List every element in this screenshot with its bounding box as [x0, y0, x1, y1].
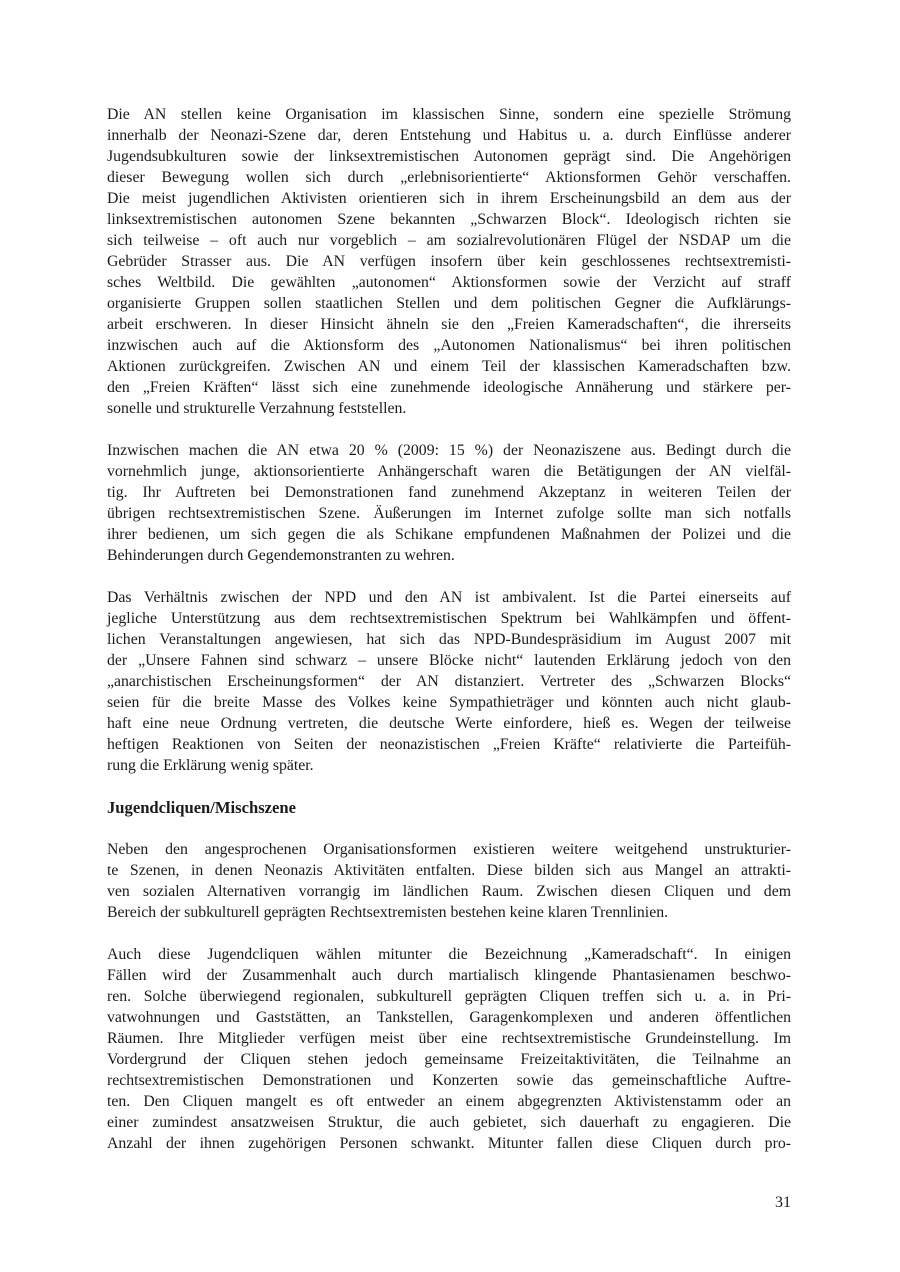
- paragraph: [107, 839, 791, 923]
- text-line: einer zumindest ansatzweisen Struktur, die auch gebietet, sich dauerhaft zu engagieren. Die: [107, 1114, 791, 1131]
- text-line: ihrer bedienen, um sich gegen die als Schikane empfundenen Maßnahmen der Polizei und die: [107, 526, 791, 543]
- text-line: Die AN stellen keine Organisation im klassischen Sinne, sondern eine spezielle Strömung: [107, 106, 791, 123]
- text-line: rechtsextremistischen Demonstrationen und Konzerten sowie das gemeinschaftliche Auftre-: [107, 1072, 791, 1089]
- text-block: [107, 104, 791, 1175]
- text-line: Die meist jugendlichen Aktivisten orientieren sich in ihrem Erscheinungsbild an dem aus der: [107, 190, 791, 207]
- text-line: Vordergrund der Cliquen stehen jedoch gemeinsame Freizeitaktivitäten, die Teilnahme an: [107, 1051, 791, 1068]
- text-line: den „Freien Kräften“ lässt sich eine zunehmende ideologische Annäherung und stärkere per-: [107, 379, 791, 396]
- text-line: innerhalb der Neonazi-Szene dar, deren Entstehung und Habitus u. a. durch Einflüsse anderer: [107, 127, 791, 144]
- text-line: ren. Solche überwiegend regionalen, subkulturell geprägten Cliquen treffen sich u. a. in Pri-: [107, 988, 791, 1005]
- text-line: Behinderungen durch Gegendemonstranten zu wehren.: [107, 547, 455, 564]
- text-line: übrigen rechtsextremistischen Szene. Äußerungen im Internet zufolge sollte man sich notfalls: [107, 505, 791, 522]
- text-line: sich teilweise – oft auch nur vorgeblich – am sozialrevolutionären Flügel der NSDAP um die: [107, 232, 791, 249]
- text-line: te Szenen, in denen Neonazis Aktivitäten entfalten. Diese bilden sich aus Mangel an attrakti-: [107, 862, 791, 879]
- text-line: rung die Erklärung wenig später.: [107, 757, 314, 774]
- text-line: ven sozialen Alternativen vorrangig im ländlichen Raum. Zwischen diesen Cliquen und dem: [107, 883, 791, 900]
- text-line: der „Unsere Fahnen sind schwarz – unsere Blöcke nicht“ lautenden Erklärung jedoch von den: [107, 652, 791, 669]
- text-line: Anzahl der ihnen zugehörigen Personen schwankt. Mitunter fallen diese Cliquen durch pro-: [107, 1135, 791, 1152]
- text-line: Inzwischen machen die AN etwa 20 % (2009: 15 %) der Neonaziszene aus. Bedingt durch die: [107, 442, 791, 459]
- text-line: ten. Den Cliquen mangelt es oft entweder an einem abgegrenzten Aktivistenstamm oder an: [107, 1093, 791, 1110]
- text-line: tig. Ihr Auftreten bei Demonstrationen fand zunehmend Akzeptanz in weiteren Teilen der: [107, 484, 791, 501]
- text-line: organisierte Gruppen sollen staatlichen Stellen und dem politischen Gegner die Aufklärungs-: [107, 295, 791, 312]
- text-line: sonelle und strukturelle Verzahnung feststellen.: [107, 400, 407, 417]
- text-line: seien für die breite Masse des Volkes keine Sympathieträger und könnten auch nicht glaub-: [107, 694, 791, 711]
- page-footer: [107, 1192, 791, 1213]
- text-line: arbeit erschweren. In dieser Hinsicht ähneln sie den „Freien Kameradschaften“, die ihrerseits: [107, 316, 791, 333]
- text-line: dieser Bewegung wollen sich durch „erlebnisorientierte“ Aktionsformen Gehör verschaffen.: [107, 169, 791, 186]
- text-line: Jugendsubkulturen sowie der linksextremistischen Autonomen geprägt sind. Die Angehörigen: [107, 148, 791, 165]
- text-line: Das Verhältnis zwischen der NPD und den AN ist ambivalent. Ist die Partei einerseits auf: [107, 589, 791, 606]
- text-line: Aktionen zurückgreifen. Zwischen AN und einem Teil der klassischen Kameradschaften bzw.: [107, 358, 791, 375]
- text-line: vornehmlich junge, aktionsorientierte Anhängerschaft waren die Betätigungen der AN vielfäl-: [107, 463, 791, 480]
- text-line: „anarchistischen Erscheinungsformen“ der AN distanziert. Vertreter des „Schwarzen Blocks“: [107, 673, 791, 690]
- paragraph: [107, 104, 791, 419]
- text-line: lichen Veranstaltungen angewiesen, hat sich das NPD-Bundespräsidium im August 2007 mit: [107, 631, 791, 648]
- text-line: inzwischen auch auf die Aktionsform des „Autonomen Nationalismus“ bei ihren politischen: [107, 337, 791, 354]
- text-line: Auch diese Jugendcliquen wählen mitunter die Bezeichnung „Kameradschaft“. In einigen: [107, 946, 791, 963]
- text-line: linksextremistischen autonomen Szene bekannten „Schwarzen Block“. Ideologisch richten sie: [107, 211, 791, 228]
- paragraph: [107, 440, 791, 566]
- paragraph: [107, 587, 791, 776]
- text-line: vatwohnungen und Gaststätten, an Tankstellen, Garagenkomplexen und anderen öffentlichen: [107, 1009, 791, 1026]
- page-number: 31: [775, 1194, 791, 1211]
- section-heading: Jugendcliquen/Mischszene: [107, 798, 296, 817]
- text-line: jegliche Unterstützung aus dem rechtsextremistischen Spektrum bei Wahlkämpfen und öffent-: [107, 610, 791, 627]
- paragraph: [107, 944, 791, 1154]
- text-line: Bereich der subkulturell geprägten Rechtsextremisten bestehen keine klaren Trennlinien.: [107, 904, 669, 921]
- text-line: Räumen. Ihre Mitglieder verfügen meist über eine rechtsextremistische Grundeinstellung. Im: [107, 1030, 791, 1047]
- text-line: Fällen wird der Zusammenhalt auch durch martialisch klingende Phantasienamen beschwo-: [107, 967, 791, 984]
- text-line: Neben den angesprochenen Organisationsformen existieren weitere weitgehend unstrukturier-: [107, 841, 791, 858]
- text-line: haft eine neue Ordnung vertreten, die deutsche Werte einfordere, hieß es. Wegen der teilweise: [107, 715, 791, 732]
- text-line: heftigen Reaktionen von Seiten der neonazistischen „Freien Kräfte“ relativierte die Parteifüh-: [107, 736, 791, 753]
- text-line: Gebrüder Strasser aus. Die AN verfügen insofern über kein geschlossenes rechtsextremisti-: [107, 253, 791, 270]
- text-line: sches Weltbild. Die gewählten „autonomen“ Aktionsformen sowie der Verzicht auf straff: [107, 274, 791, 291]
